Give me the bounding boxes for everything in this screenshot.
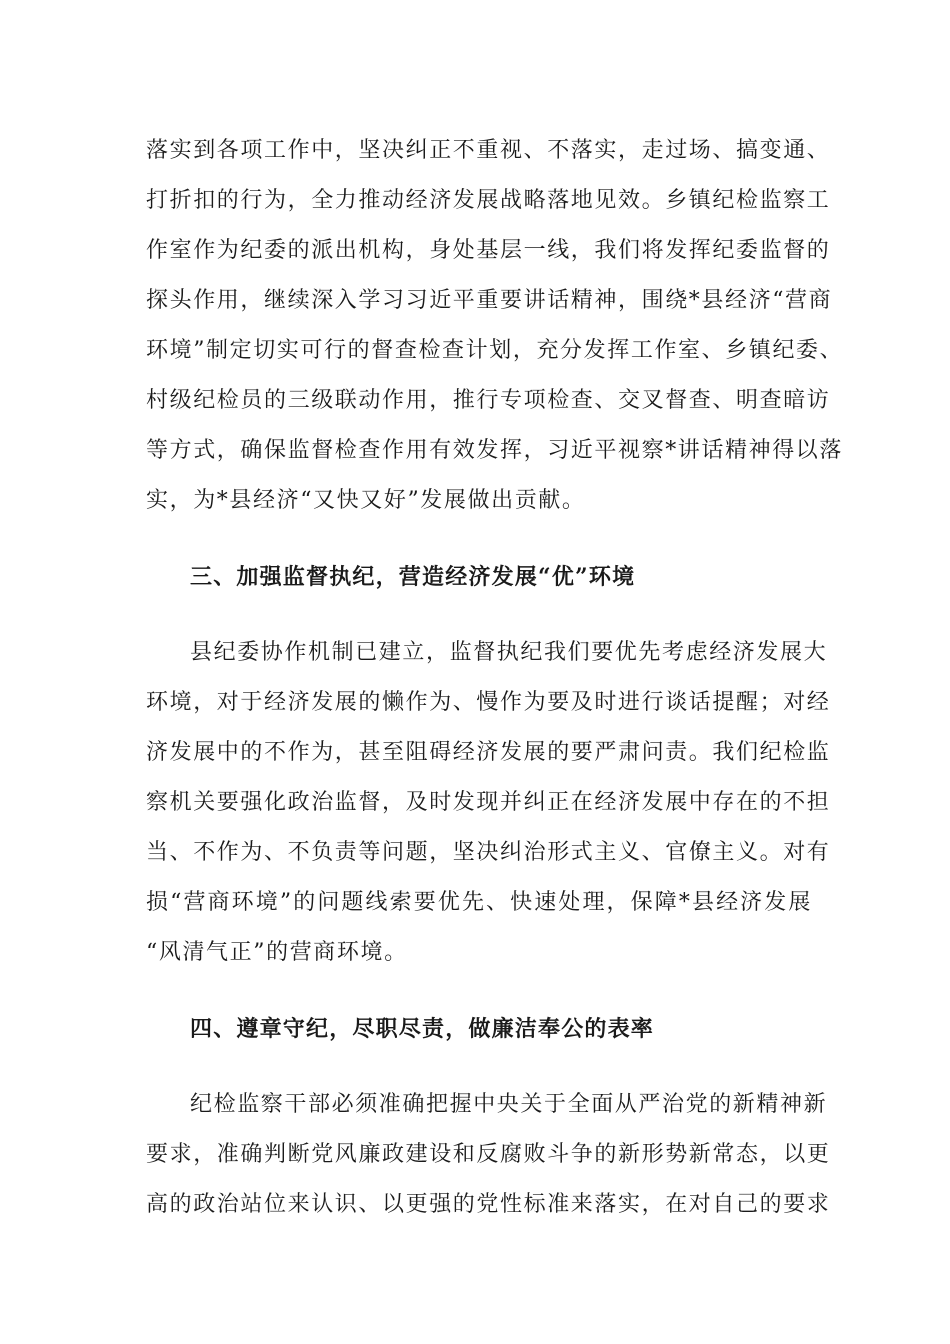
section-heading-3: 三、加强监督执纪，营造经济发展“优”环境 [190, 564, 636, 590]
text-line: 济发展中的不作为，甚至阻碍经济发展的要严肃问责。我们纪检监 [146, 740, 831, 765]
text-line: 打折扣的行为，全力推动经济发展战略落地见效。乡镇纪检监察工 [146, 188, 831, 213]
text-line: 村级纪检员的三级联动作用，推行专项检查、交叉督查、明查暗访 [146, 388, 831, 413]
text-line: 落实到各项工作中，坚决纠正不重视、不落实，走过场、搞变通、 [146, 138, 831, 163]
section-heading-4: 四、遵章守纪，尽职尽责，做廉洁奉公的表率 [190, 1016, 655, 1042]
text-line: 作室作为纪委的派出机构，身处基层一线，我们将发挥纪委监督的 [146, 238, 831, 263]
text-line: 高的政治站位来认识、以更强的党性标准来落实，在对自己的要求 [146, 1192, 831, 1217]
text-line: 环境”制定切实可行的督查检查计划，充分发挥工作室、乡镇纪委、 [146, 338, 844, 363]
paragraph-supervision-plan [146, 126, 844, 526]
paragraph-integrity-example [146, 1080, 831, 1230]
paragraph-discipline-enforcement [146, 628, 831, 978]
text-line: 县纪委协作机制已建立，监督执纪我们要优先考虑经济发展大 [190, 640, 828, 665]
text-line: 当、不作为、不负责等问题，坚决纠治形式主义、官僚主义。对有 [146, 840, 831, 865]
text-line: 察机关要强化政治监督，及时发现并纠正在经济发展中存在的不担 [146, 790, 831, 815]
text-line: “风清气正”的营商环境。 [146, 940, 408, 965]
text-line: 要求，准确判断党风廉政建设和反腐败斗争的新形势新常态，以更 [146, 1142, 831, 1167]
text-line: 实，为*县经济“又快又好”发展做出贡献。 [146, 488, 586, 513]
text-line: 纪检监察干部必须准确把握中央关于全面从严治党的新精神新 [190, 1092, 828, 1117]
document-body [146, 126, 844, 1230]
text-line: 等方式，确保监督检查作用有效发挥，习近平视察*讲话精神得以落 [146, 438, 844, 463]
text-line: 损“营商环境”的问题线索要优先、快速处理，保障*县经济发展 [146, 890, 812, 915]
text-line: 环境，对于经济发展的懒作为、慢作为要及时进行谈话提醒；对经 [146, 690, 831, 715]
text-line: 探头作用，继续深入学习习近平重要讲话精神，围绕*县经济“营商 [146, 288, 833, 313]
